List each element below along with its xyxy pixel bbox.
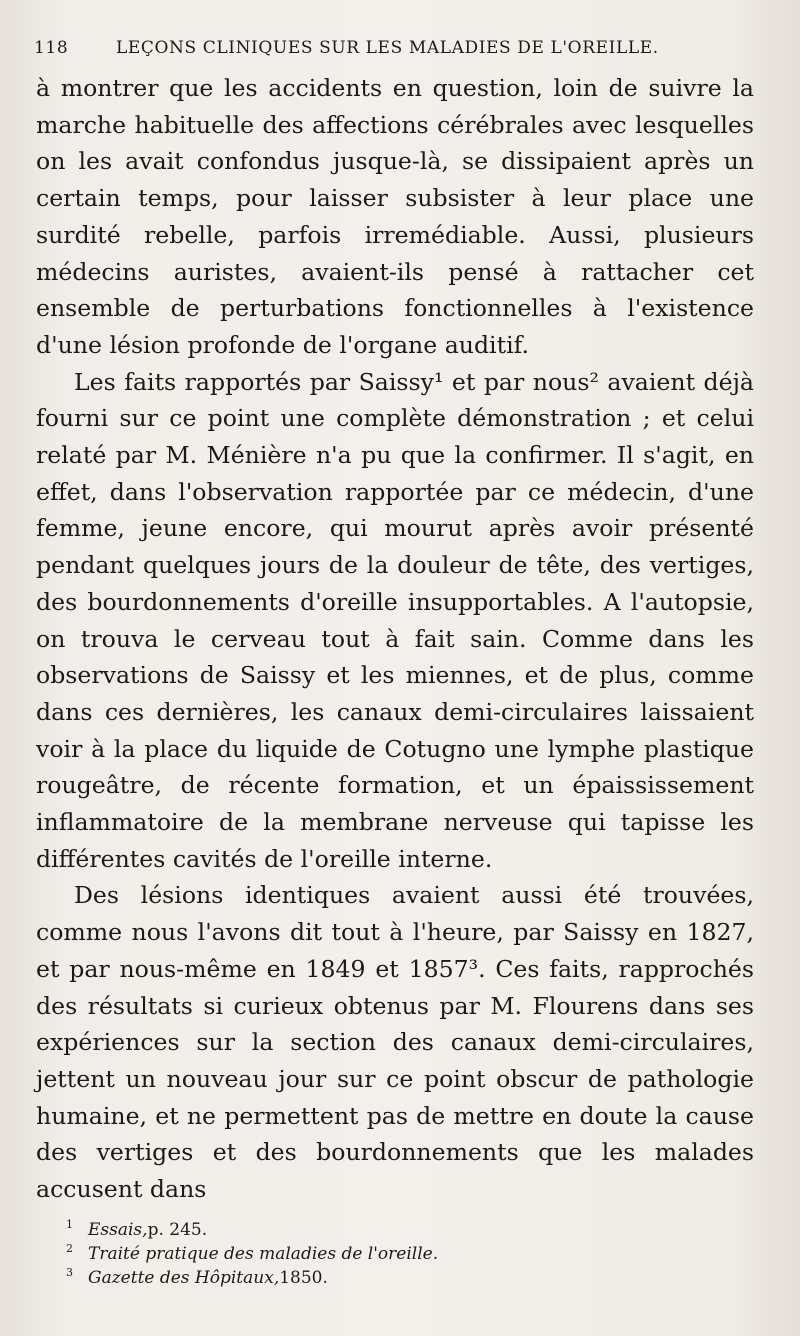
footnote-mark: 1 <box>66 1218 73 1231</box>
footnote-title: Essais, <box>88 1220 148 1240</box>
footnote-mark: 3 <box>66 1266 73 1279</box>
paragraph-1: à montrer que les accidents en question, loin de suivre la marche habituelle des affections cérébrales avec lesquelles on les avait confondus jusque-là, se dissipaient après un certain temps, pour laisser subsister à leur place une surdité rebelle, parfois irremédiable. Aussi, plusieurs médecins auristes, avaient-ils pensé à rattacher cet ensemble de perturbations fonctionnelles à l'existence d'une lésion profonde de l'organe auditif. <box>36 74 754 359</box>
footnote-title: Gazette des Hôpitaux, <box>88 1268 280 1288</box>
paragraph-2: Les faits rapportés par Saissy¹ et par nous² avaient déjà fourni sur ce point une complète démonstration ; et celui relaté par M. Ménière n'a pu que la confirmer. Il s'agit, en effet, dans l'observation rapportée par ce médecin, d'une femme, jeune encore, qui mourut après avoir présenté pendant quelques jours de la douleur de tête, des vertiges, des bourdonnements d'oreille insupportables. A l'autopsie, on trouva le cerveau tout à fait sain. Comme dans les observations de Saissy et les miennes, et de plus, comme dans ces dernières, les canaux demi-circulaires laissaient voir à la place du liquide de Cotugno une lymphe plastique rougeâtre, de récente formation, et un épaississement inflammatoire de la membrane nerveuse qui tapisse les différentes cavités de l'oreille interne. <box>36 367 754 873</box>
footnote-2 <box>66 1242 766 1266</box>
footnote-rest: 1850. <box>279 1268 328 1288</box>
page-number: 118 <box>34 38 69 58</box>
paragraph-3: Des lésions identiques avaient aussi été trouvées, comme nous l'avons dit tout à l'heure, par Saissy en 1827, et par nous-même en 1849 et 1857³. Ces faits, rapprochés des résultats si curieux obtenus par M. Flourens dans ses expériences sur la section des canaux demi-circulaires, jettent un nouveau jour sur ce point obscur de pathologie humaine, et ne permettent pas de mettre en doute la cause des vertiges et des bourdonnements que les malades accusent dans <box>36 881 754 1204</box>
footnote-3 <box>66 1266 766 1290</box>
footnote-title: Traité pratique des maladies de l'oreille. <box>88 1244 439 1264</box>
running-header <box>34 38 754 62</box>
footnote-mark: 2 <box>66 1242 73 1255</box>
footnotes <box>66 1218 766 1290</box>
footnote-1 <box>66 1218 766 1242</box>
body-text <box>36 70 754 1208</box>
footnote-rest: p. 245. <box>147 1220 208 1240</box>
running-title: LEÇONS CLINIQUES SUR LES MALADIES DE L'OREILLE. <box>116 38 659 58</box>
